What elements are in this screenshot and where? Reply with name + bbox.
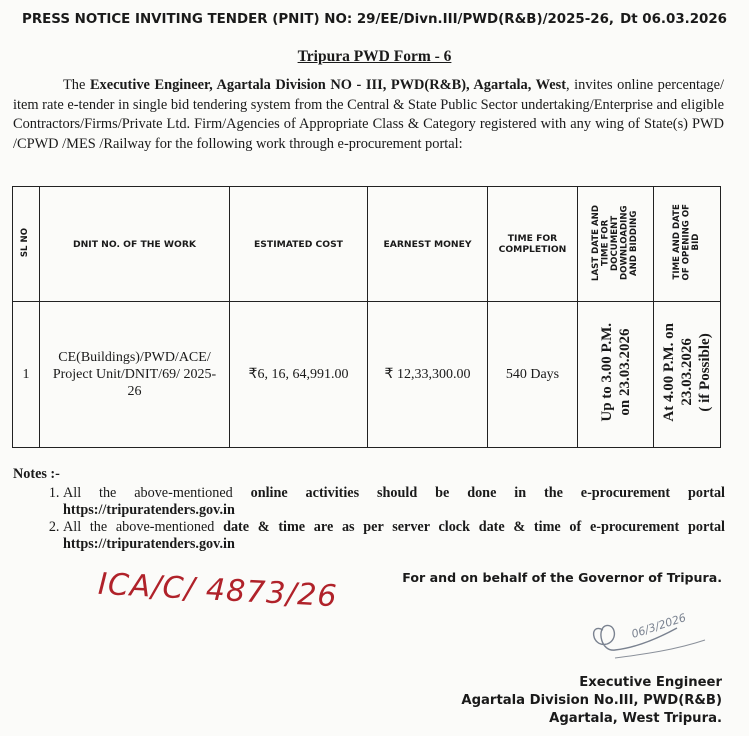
handwritten-reference: ICA/C/ 4873/26 [97, 566, 339, 615]
header-last-date-text [592, 205, 640, 281]
header-last-date-line2: TIME FOR [600, 219, 611, 266]
signature-underline [615, 640, 705, 658]
header-dnit: DNIT NO. OF THE WORK [40, 187, 230, 302]
header-opening-line3: BID [690, 234, 701, 251]
pnit-number: PRESS NOTICE INVITING TENDER (PNIT) NO: 29/EE/Divn.III/PWD(R&B)/2025-26, [22, 12, 615, 27]
signature-mark [585, 600, 735, 670]
cell-opening-line1: At 4.00 P.M. on [661, 322, 677, 422]
cell-last-date-line1: Up to 3.00 P.M. [598, 322, 615, 422]
cell-opening-line2: 23.03.2026 [679, 338, 695, 406]
notes-section [13, 466, 725, 553]
cell-earnest-money: ₹ 12,33,300.00 [368, 302, 488, 448]
intro-bold-authority: Executive Engineer, Agartala Division NO - III, PWD(R&B), Agartala, West [89, 77, 567, 93]
list-item [63, 485, 725, 519]
header-opening-bid [654, 187, 721, 302]
header-last-date-line4: DOWNLOADING [619, 205, 630, 280]
cell-sl: 1 [13, 302, 40, 448]
form-title: Tripura PWD Form - 6 [297, 48, 452, 65]
cell-opening-bid [654, 302, 721, 448]
table-header-row [13, 187, 721, 302]
note2-text: All the above-mentioned [63, 519, 224, 535]
on-behalf-line: For and on behalf of the Governor of Tripura. [402, 570, 722, 585]
cell-estimated-cost: ₹6, 16, 64,991.00 [230, 302, 368, 448]
cell-dnit: CE(Buildings)/PWD/ACE/ Project Unit/DNIT/69/ 2025-26 [40, 302, 230, 448]
note1-bold: online activities should be done in the e-procurement portal https://tripuratenders.gov.in [63, 485, 725, 518]
header-opening-line1: TIME AND DATE [671, 204, 682, 281]
signoff-location: Agartala, West Tripura. [549, 711, 722, 726]
signoff-division: Agartala Division No.III, PWD(R&B) [461, 693, 722, 708]
signoff-block [461, 674, 722, 728]
signature-date: 06/3/2026 [629, 611, 688, 641]
header-time-completion: TIME FOR COMPLETION [488, 187, 578, 302]
cell-last-date-line2: on 23.03.2026 [616, 328, 633, 416]
header-last-date-line3: DOCUMENT [609, 214, 620, 271]
header-sl-no [13, 187, 40, 302]
cell-opening-text [660, 323, 714, 422]
header-earnest-money: EARNEST MONEY [368, 187, 488, 302]
header-sl-label: SL NO [20, 227, 31, 258]
note2-bold: date & time are as per server clock date & time of e-procurement portal https://tripuratenders.gov.in [63, 519, 725, 552]
header-last-date-line5: AND BIDDING [628, 209, 639, 276]
cell-last-date [578, 302, 654, 448]
cell-opening-line3: ( if Possible) [697, 332, 713, 412]
notice-date: Dt 06.03.2026 [620, 12, 727, 27]
header-last-date [578, 187, 654, 302]
intro-paragraph [13, 76, 724, 154]
header-opening-text [673, 204, 702, 280]
note1-text: All the above-mentioned [63, 485, 251, 501]
list-item [63, 519, 725, 553]
header-last-date-line1: LAST DATE AND [590, 204, 601, 281]
intro-text-2: , invites online percentage/ item rate e-tender in single bid tendering system from the Central & State Public Sector undertaking/Enterprise and eligible Contractors/Firms/Private Ltd. Firm/Agencies of Appropriate Class & Category registered with any wing of State(s) PWD /CPWD /MES /Railway for the following work through e-procurement portal: [13, 77, 724, 152]
notes-list [13, 485, 725, 553]
table-row [13, 302, 721, 448]
signoff-designation: Executive Engineer [579, 675, 722, 690]
header-estimated-cost: ESTIMATED COST [230, 187, 368, 302]
cell-time-completion: 540 Days [488, 302, 578, 448]
tender-table [12, 186, 721, 448]
notes-title: Notes :- [13, 466, 60, 482]
notice-headline [22, 12, 727, 27]
cell-last-date-text [598, 323, 634, 422]
header-opening-line2: OF OPENING OF [681, 204, 692, 281]
intro-text-1: The [63, 77, 90, 93]
